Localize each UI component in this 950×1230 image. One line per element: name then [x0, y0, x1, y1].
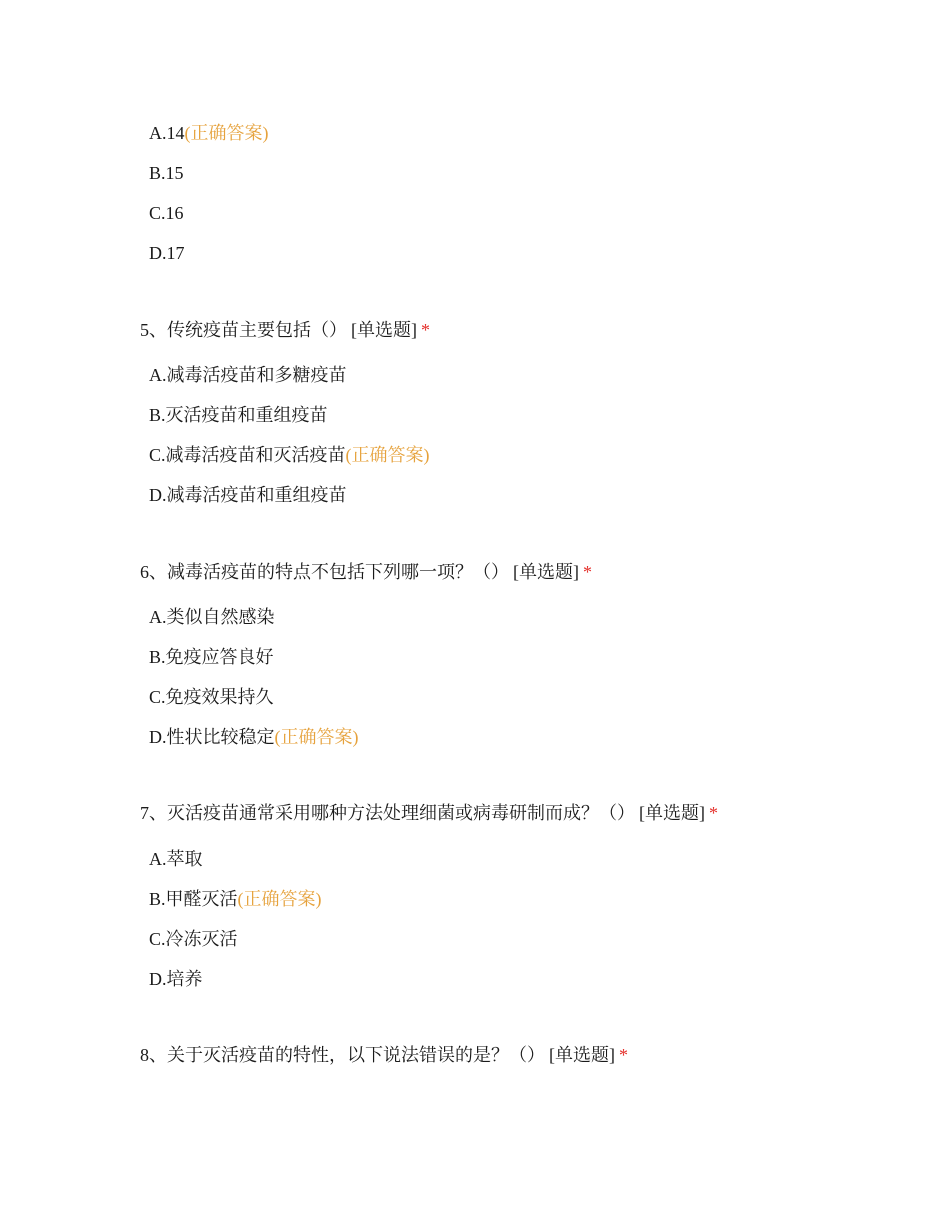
- option-text: B.免疫应答良好: [149, 647, 274, 667]
- q7-option-c: [149, 928, 238, 950]
- correct-answer-label: (正确答案): [274, 727, 359, 747]
- q7-title: [140, 802, 718, 824]
- option-text: A.减毒活疫苗和多糖疫苗: [149, 365, 347, 385]
- q7-option-b: [149, 888, 322, 910]
- option-text: D.培养: [149, 969, 203, 989]
- q6-title: [140, 561, 592, 583]
- question-type: [单选题]: [639, 803, 705, 823]
- q6-option-b: [149, 646, 274, 668]
- q6-option-a: [149, 606, 275, 628]
- question-text: 7、灭活疫苗通常采用哪种方法处理细菌或病毒研制而成？（）: [140, 803, 635, 823]
- question-text: 8、关于灭活疫苗的特性，以下说法错误的是？（）: [140, 1045, 545, 1065]
- q4-option-a: [149, 122, 269, 144]
- correct-answer-label: (正确答案): [237, 889, 322, 909]
- required-mark: *: [583, 562, 592, 582]
- option-text: C.16: [149, 203, 184, 223]
- option-text: D.17: [149, 243, 185, 263]
- option-text: B.15: [149, 163, 184, 183]
- question-type: [单选题]: [549, 1045, 615, 1065]
- correct-answer-label: (正确答案): [345, 445, 430, 465]
- q5-option-d: [149, 484, 347, 506]
- q4-option-c: [149, 202, 184, 224]
- option-text: C.冷冻灭活: [149, 929, 238, 949]
- q4-option-d: [149, 242, 185, 264]
- option-text: D.性状比较稳定: [149, 727, 275, 747]
- question-type: [单选题]: [351, 320, 417, 340]
- option-text: C.免疫效果持久: [149, 687, 274, 707]
- q7-option-d: [149, 968, 203, 990]
- option-text: B.灭活疫苗和重组疫苗: [149, 405, 328, 425]
- option-text: D.减毒活疫苗和重组疫苗: [149, 485, 347, 505]
- required-mark: *: [421, 320, 430, 340]
- q5-title: [140, 319, 430, 341]
- q4-option-b: [149, 162, 184, 184]
- q5-option-a: [149, 364, 347, 386]
- option-text: A.类似自然感染: [149, 607, 275, 627]
- q6-option-d: [149, 726, 359, 748]
- required-mark: *: [619, 1045, 628, 1065]
- correct-answer-label: (正确答案): [184, 123, 269, 143]
- option-text: B.甲醛灭活: [149, 889, 238, 909]
- option-text: C.减毒活疫苗和灭活疫苗: [149, 445, 346, 465]
- question-text: 6、减毒活疫苗的特点不包括下列哪一项？（）: [140, 562, 509, 582]
- q7-option-a: [149, 848, 203, 870]
- q6-option-c: [149, 686, 274, 708]
- question-type: [单选题]: [513, 562, 579, 582]
- option-text: A.萃取: [149, 849, 203, 869]
- q5-option-b: [149, 404, 328, 426]
- q5-option-c: [149, 444, 430, 466]
- required-mark: *: [709, 803, 718, 823]
- q8-title: [140, 1044, 628, 1066]
- question-text: 5、传统疫苗主要包括（）: [140, 320, 347, 340]
- option-text: A.14: [149, 123, 185, 143]
